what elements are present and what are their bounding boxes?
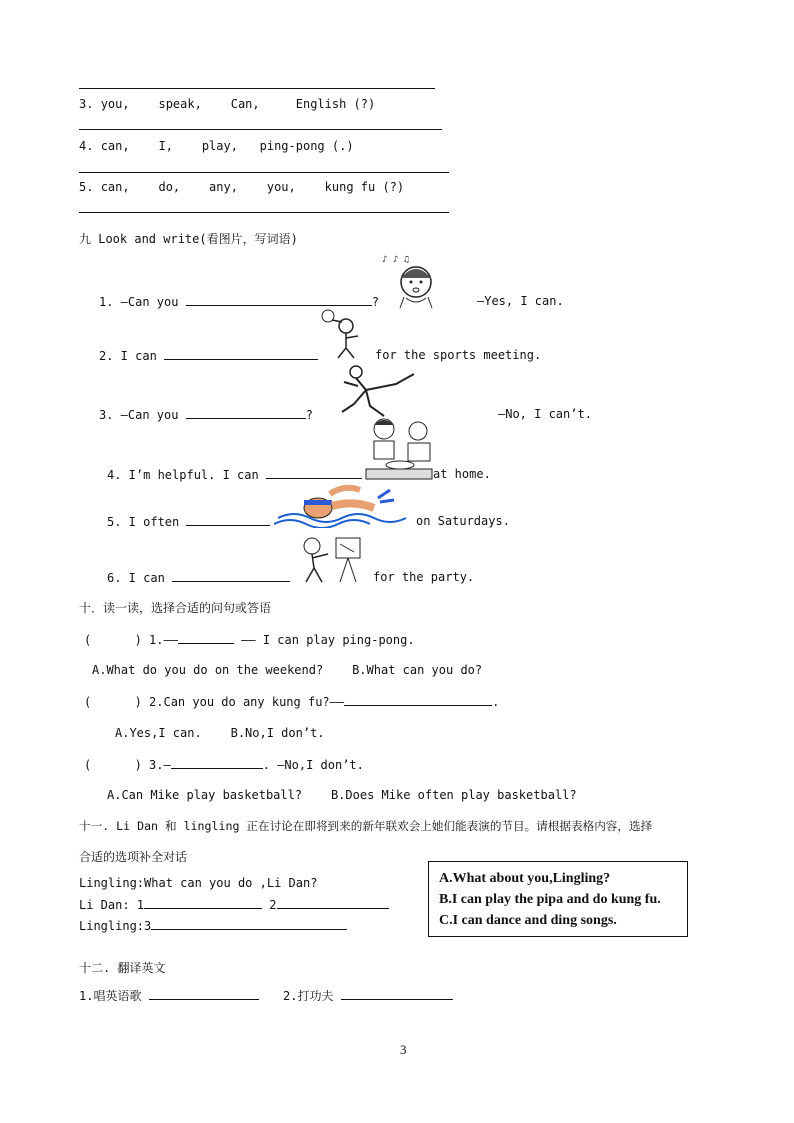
choice-question-1 bbox=[84, 631, 415, 648]
item-words: can, do, any, you, kung fu (?) bbox=[100, 180, 405, 194]
item-number: 3. bbox=[79, 97, 94, 111]
answer-paren[interactable]: ( ) bbox=[84, 758, 142, 772]
item-prompt: 1. —Can you bbox=[99, 295, 179, 309]
reorder-item-5 bbox=[79, 179, 404, 195]
options-box bbox=[428, 861, 688, 937]
girl-singing-icon bbox=[380, 252, 450, 310]
answer-blank[interactable] bbox=[266, 466, 362, 479]
look-write-item-6 bbox=[107, 569, 290, 586]
answer-blank[interactable] bbox=[178, 631, 234, 644]
option-a: A.What about you,Lingling? bbox=[439, 871, 611, 886]
look-write-answer-1: —Yes, I can. bbox=[477, 294, 564, 308]
answer-blank[interactable] bbox=[186, 293, 372, 306]
option-b: B.I can play the pipa and do kung fu. bbox=[439, 892, 661, 907]
item-prompt: 3. —Can you bbox=[99, 408, 179, 422]
dialog-second: 2 bbox=[269, 898, 277, 912]
reorder-item-4 bbox=[79, 138, 354, 154]
reorder-item-3 bbox=[79, 96, 375, 112]
answer-blank[interactable] bbox=[344, 693, 492, 706]
item-number: 5. bbox=[79, 180, 94, 194]
translate-prompt: 2.打功夫 bbox=[283, 989, 334, 1003]
page-number: 3 bbox=[400, 1042, 407, 1057]
dialog-line-2 bbox=[79, 896, 389, 913]
look-write-item-4 bbox=[107, 466, 362, 483]
answer-blank[interactable] bbox=[277, 896, 389, 909]
look-write-item-1 bbox=[99, 293, 379, 310]
question-tail: . bbox=[492, 695, 500, 709]
section-11-title-cont: 合适的选项补全对话 bbox=[79, 850, 188, 864]
answer-line[interactable] bbox=[79, 172, 449, 173]
item-prompt: 6. I can bbox=[107, 571, 165, 585]
dialog-line-3 bbox=[79, 917, 347, 934]
answer-line[interactable] bbox=[79, 88, 435, 89]
question-text: 2.Can you do any kung fu?—— bbox=[149, 695, 345, 709]
answer-blank[interactable] bbox=[186, 513, 270, 526]
dialog-speaker: Li Dan: 1 bbox=[79, 898, 145, 912]
boy-drawing-icon bbox=[298, 534, 366, 584]
kids-washing-dishes-icon bbox=[364, 415, 440, 481]
item-prompt: 2. I can bbox=[99, 349, 157, 363]
look-write-answer-3: —No, I can’t. bbox=[498, 407, 592, 421]
answer-paren[interactable]: ( ) bbox=[84, 633, 142, 647]
question-text: 3.— bbox=[149, 758, 171, 772]
look-write-after-4: at home. bbox=[433, 467, 491, 481]
item-punct: ? bbox=[305, 408, 313, 422]
item-number: 4. bbox=[79, 139, 94, 153]
answer-blank[interactable] bbox=[341, 987, 453, 1000]
translate-item-1 bbox=[79, 987, 259, 1004]
question-tail: . —No,I don’t. bbox=[262, 758, 364, 772]
answer-line[interactable] bbox=[79, 212, 449, 213]
answer-line[interactable] bbox=[79, 129, 442, 130]
choice-question-3 bbox=[84, 756, 364, 773]
choice-question-2 bbox=[84, 693, 499, 710]
section-9-title: 九 Look and write(看图片，写词语) bbox=[79, 232, 298, 246]
translate-prompt: 1.唱英语歌 bbox=[79, 989, 142, 1003]
look-write-after-6: for the party. bbox=[373, 570, 475, 584]
choice-options-3: A.Can Mike play basketball? B.Does Mike often play basketball? bbox=[107, 788, 577, 802]
item-prompt: 5. I often bbox=[107, 515, 180, 529]
look-write-after-2: for the sports meeting. bbox=[375, 348, 542, 362]
section-12-title: 十二. 翻译英文 bbox=[79, 961, 166, 975]
question-text: 1.—— bbox=[149, 633, 178, 647]
section-11-title: 十一. Li Dan 和 lingling 正在讨论在即将到来的新年联欢会上她们能表演的节目。请根据表格内容，选择 bbox=[79, 819, 653, 833]
item-prompt: 4. I’m helpful. I can bbox=[107, 468, 259, 482]
look-write-item-5 bbox=[107, 513, 270, 530]
answer-blank[interactable] bbox=[151, 917, 347, 930]
kung-fu-icon bbox=[336, 362, 418, 418]
item-punct: ? bbox=[371, 295, 379, 309]
swimmer-icon bbox=[274, 480, 410, 528]
svg-text:♪ ♪ ♫: ♪ ♪ ♫ bbox=[382, 255, 410, 265]
look-write-after-5: on Saturdays. bbox=[416, 514, 510, 528]
question-tail: —— I can play ping-pong. bbox=[241, 633, 415, 647]
item-words: you, speak, Can, English (?) bbox=[100, 97, 376, 111]
answer-blank[interactable] bbox=[171, 756, 263, 769]
answer-blank[interactable] bbox=[164, 347, 318, 360]
answer-blank[interactable] bbox=[144, 896, 262, 909]
translate-item-2 bbox=[283, 987, 453, 1004]
boy-basketball-icon bbox=[318, 308, 366, 360]
look-write-item-2 bbox=[99, 347, 318, 364]
answer-blank[interactable] bbox=[172, 569, 290, 582]
option-c: C.I can dance and ding songs. bbox=[439, 913, 617, 928]
look-write-item-3 bbox=[99, 406, 313, 423]
dialog-line-1: Lingling:What can you do ,Li Dan? bbox=[79, 876, 318, 890]
dialog-speaker: Lingling:3 bbox=[79, 919, 152, 933]
item-words: can, I, play, ping-pong (.) bbox=[100, 139, 354, 153]
answer-paren[interactable]: ( ) bbox=[84, 695, 142, 709]
answer-blank[interactable] bbox=[186, 406, 306, 419]
choice-options-1: A.What do you do on the weekend? B.What can you do? bbox=[92, 663, 483, 677]
answer-blank[interactable] bbox=[149, 987, 259, 1000]
choice-options-2: A.Yes,I can. B.No,I don’t. bbox=[115, 726, 325, 740]
section-10-title: 十．读一读，选择合适的问句或答语 bbox=[79, 601, 272, 615]
